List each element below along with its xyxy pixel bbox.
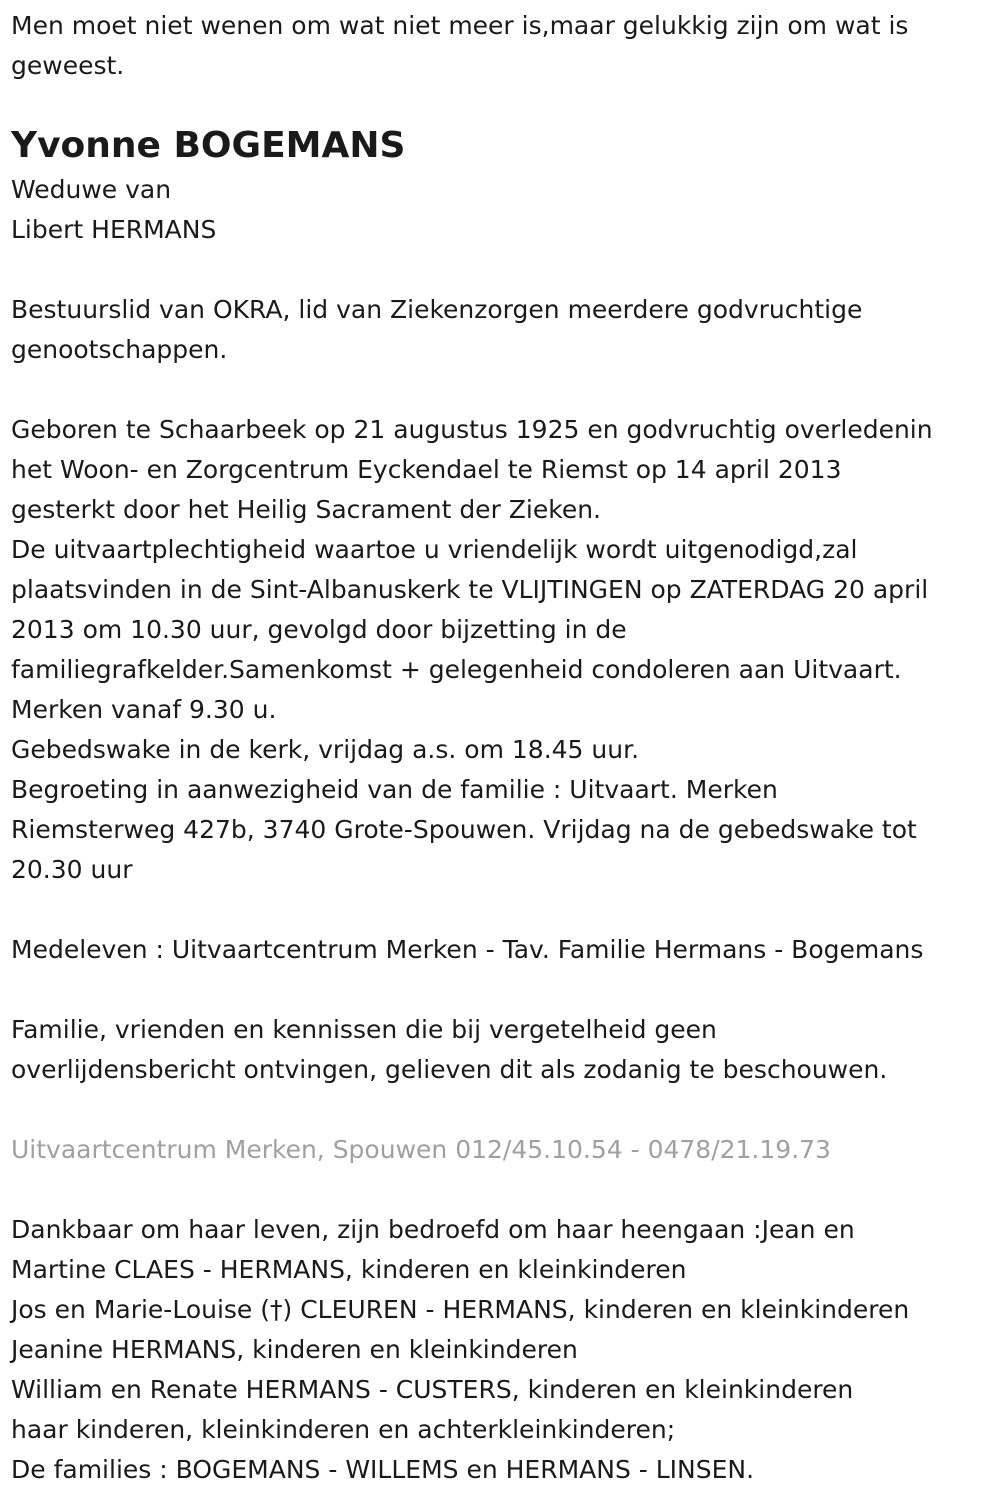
membership — [11, 290, 989, 370]
spacer — [11, 370, 989, 410]
family-line: De families : BOGEMANS - WILLEMS en HERMANS - LINSEN. — [11, 1455, 755, 1484]
spacer — [11, 970, 989, 1010]
notice-line: overlijdensbericht ontvingen, gelieven dit als zodanig te beschouwen. — [11, 1055, 888, 1084]
spacer — [11, 250, 989, 290]
quote — [11, 6, 989, 86]
family-line: Dankbaar om haar leven, zijn bedroefd om haar heengaan :Jean en — [11, 1215, 855, 1244]
quote-line: Men moet niet wenen om wat niet meer is,maar gelukkig zijn om wat is — [11, 11, 909, 40]
details-line: plaatsvinden in de Sint-Albanuskerk te VLIJTINGEN op ZATERDAG 20 april — [11, 575, 929, 604]
details-line: Geboren te Schaarbeek op 21 augustus 1925 en godvruchtig overledenin — [11, 415, 933, 444]
family-line: haar kinderen, kleinkinderen en achterkleinkinderen; — [11, 1415, 676, 1444]
details-line: Merken vanaf 9.30 u. — [11, 695, 277, 724]
details-line: familiegrafkelder.Samenkomst + gelegenheid condoleren aan Uitvaart. — [11, 655, 902, 684]
condolence-address: Medeleven : Uitvaartcentrum Merken - Tav. Familie Hermans - Bogemans — [11, 935, 924, 964]
details-line: 2013 om 10.30 uur, gevolgd door bijzetting in de — [11, 615, 627, 644]
family-line: William en Renate HERMANS - CUSTERS, kinderen en kleinkinderen — [11, 1375, 854, 1404]
spouse-name: Libert HERMANS — [11, 215, 217, 244]
details-line: Begroeting in aanwezigheid van de familie : Uitvaart. Merken — [11, 775, 778, 804]
relation-line: Weduwe van — [11, 175, 172, 204]
details-line: 20.30 uur — [11, 855, 133, 884]
notice — [11, 1010, 989, 1090]
details-line: Gebedswake in de kerk, vrijdag a.s. om 18.45 uur. — [11, 735, 640, 764]
details-line: gesterkt door het Heilig Sacrament der Zieken. — [11, 495, 602, 524]
funeral-home-contact: Uitvaartcentrum Merken, Spouwen 012/45.10.54 - 0478/21.19.73 — [11, 1135, 831, 1164]
spacer — [11, 890, 989, 930]
relation — [11, 170, 989, 250]
membership-line: genootschappen. — [11, 335, 228, 364]
family-line: Jeanine HERMANS, kinderen en kleinkinderen — [11, 1335, 578, 1364]
details-line: De uitvaartplechtigheid waartoe u vriendelijk wordt uitgenodigd,zal — [11, 535, 858, 564]
family-line: Jos en Marie-Louise (†) CLEUREN - HERMANS, kinderen en kleinkinderen — [11, 1295, 910, 1324]
spacer — [11, 1170, 989, 1210]
deceased-name: Yvonne BOGEMANS — [11, 125, 406, 166]
membership-line: Bestuurslid van OKRA, lid van Ziekenzorgen meerdere godvruchtige — [11, 295, 863, 324]
family-list — [11, 1210, 989, 1490]
notice-line: Familie, vrienden en kennissen die bij vergetelheid geen — [11, 1015, 717, 1044]
quote-line: geweest. — [11, 51, 125, 80]
details-line: Riemsterweg 427b, 3740 Grote-Spouwen. Vrijdag na de gebedswake tot — [11, 815, 917, 844]
spacer — [11, 1090, 989, 1130]
details — [11, 410, 989, 890]
family-line: Martine CLAES - HERMANS, kinderen en kleinkinderen — [11, 1255, 687, 1284]
details-line: het Woon- en Zorgcentrum Eyckendael te Riemst op 14 april 2013 — [11, 455, 842, 484]
